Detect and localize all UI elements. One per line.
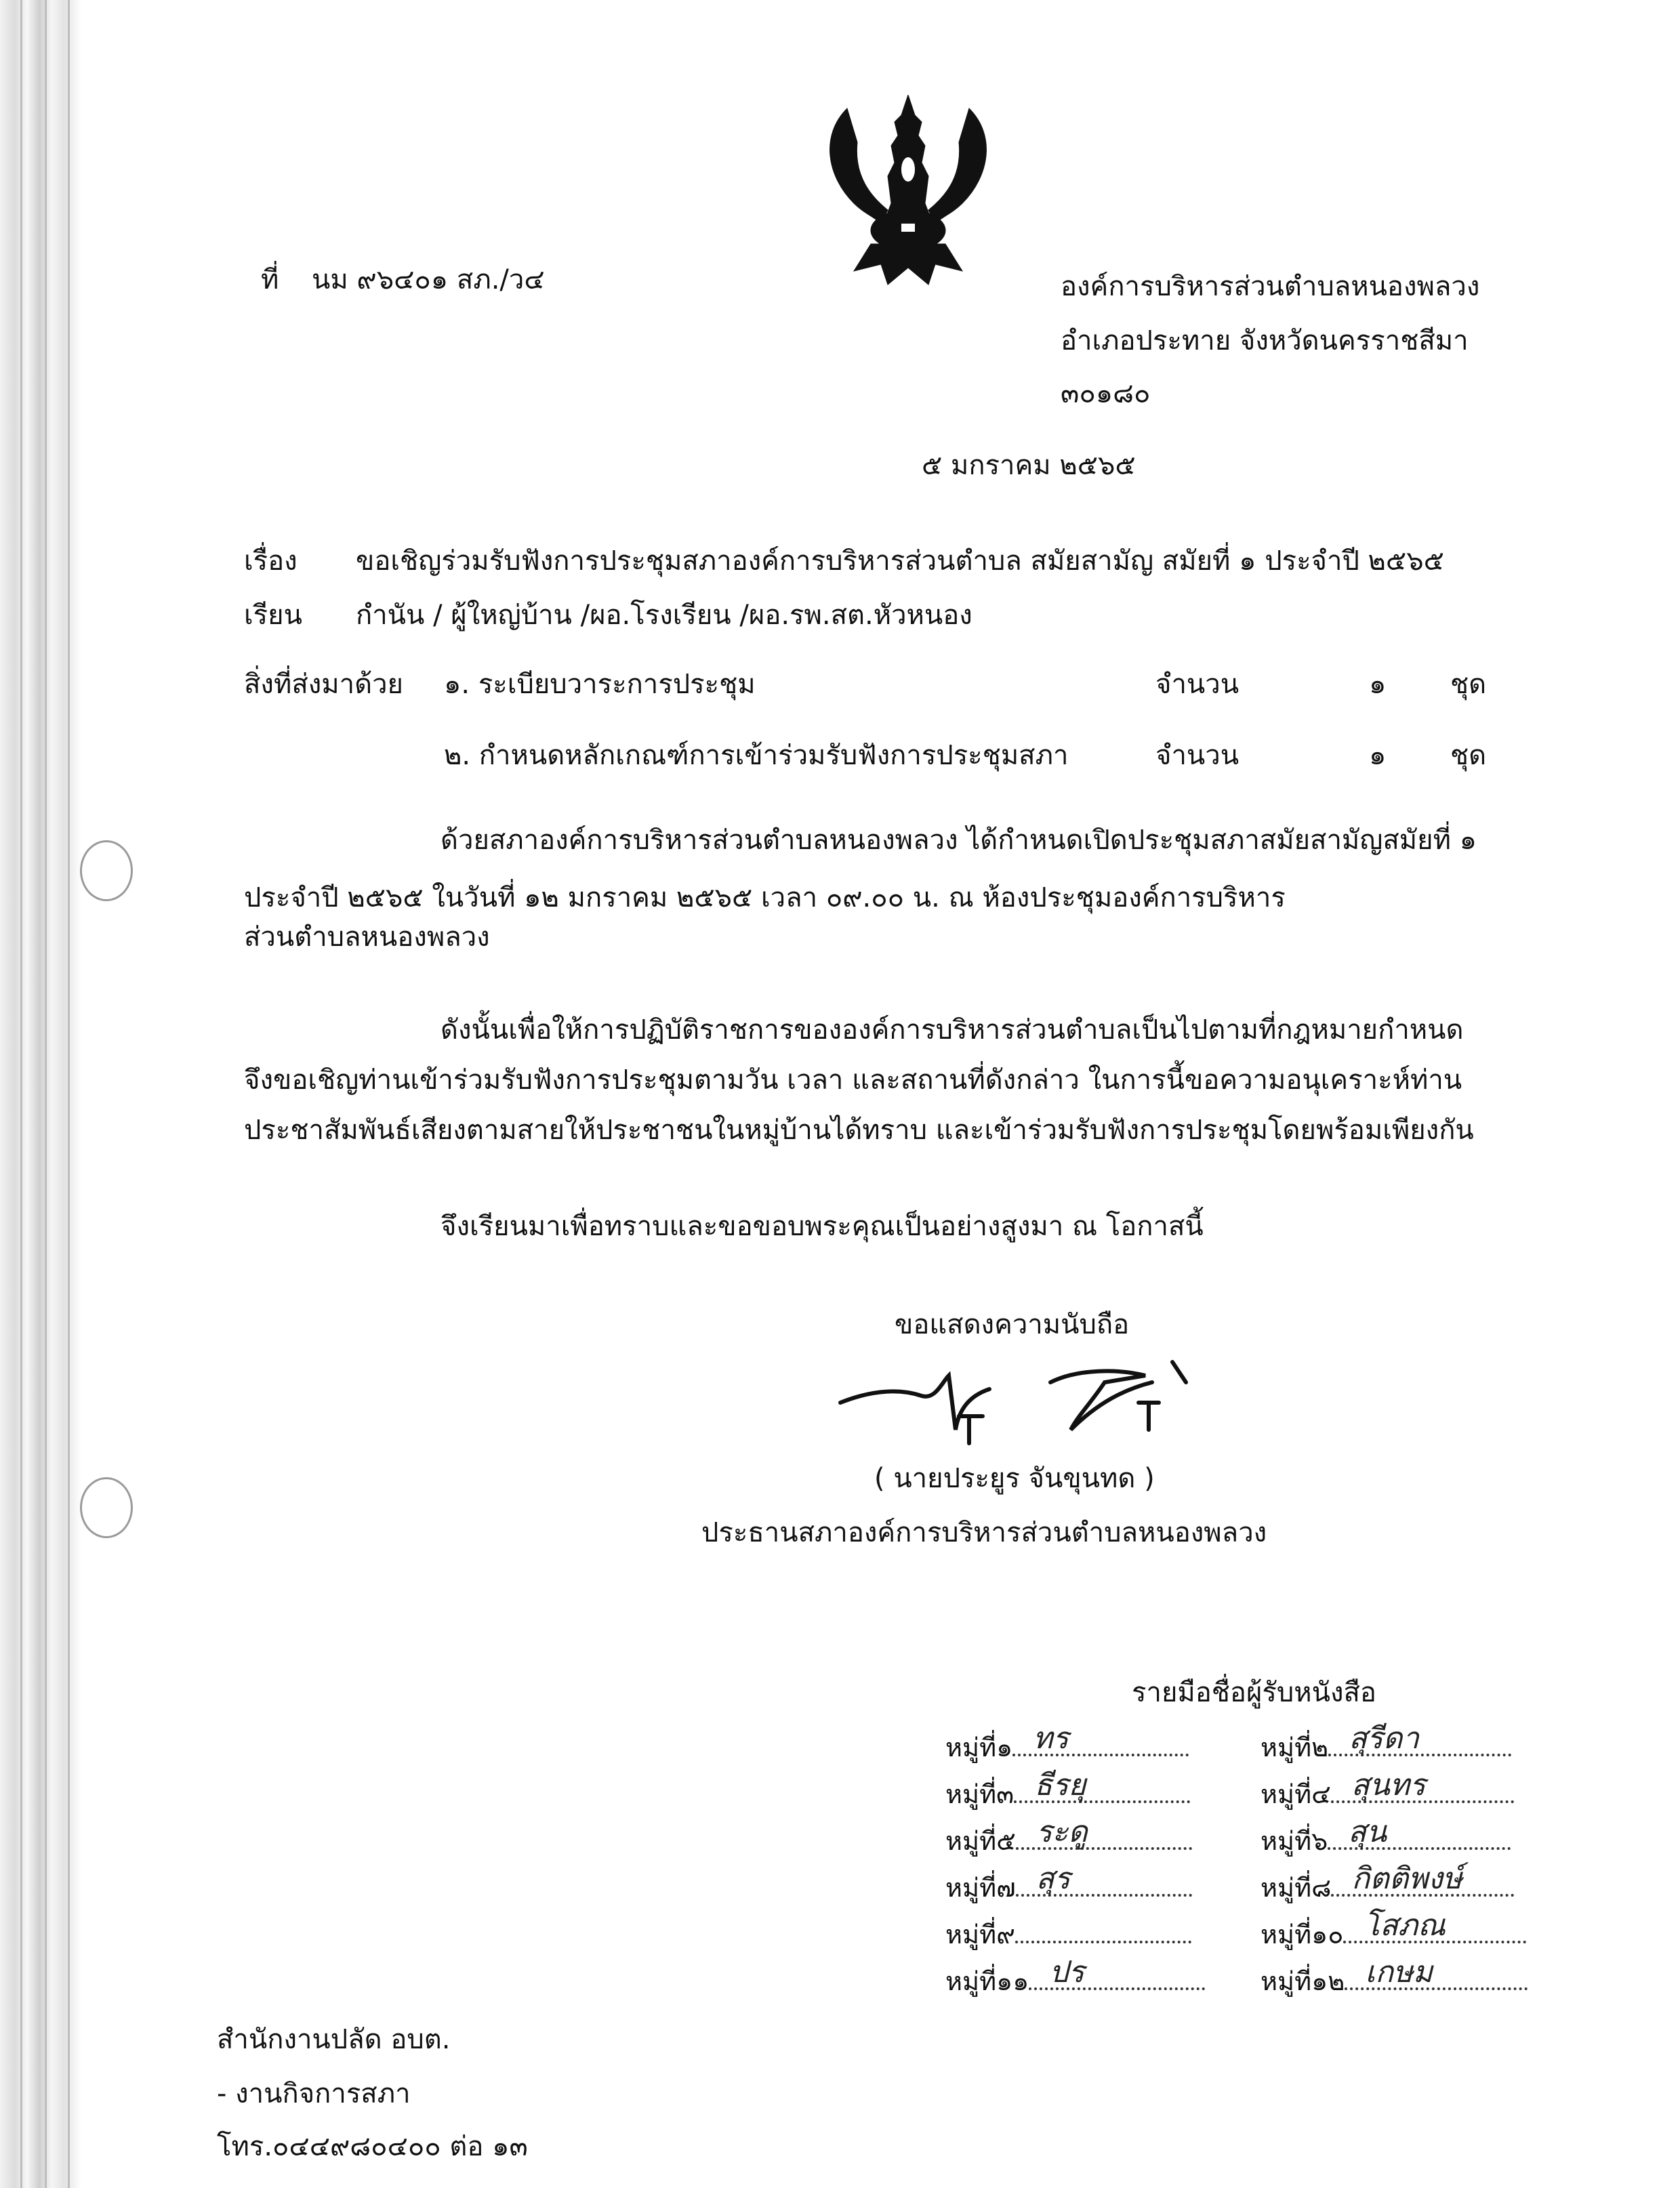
footer-office: สำนักงานปลัด อบต. (217, 2024, 451, 2055)
recipient-row (1261, 1955, 1528, 2002)
recipient-label: หมู่ที่๒ (1261, 1733, 1329, 1762)
recipient-dotted-line (1012, 1721, 1189, 1756)
recipient-signature: สุน (1348, 1815, 1387, 1849)
recipient-signature: โสภณ (1364, 1908, 1446, 1943)
recipient-label: หมู่ที่๑๒ (1261, 1966, 1345, 1996)
recipient-signature: ธีรยุ (1034, 1768, 1086, 1802)
enclosure-item: ๒. กำหนดหลักเกณฑ์การเข้าร่วมรับฟังการประชุมสภา (444, 740, 1069, 771)
enclosure-unit: ชุด (1450, 669, 1487, 700)
recipient-label: หมู่ที่๑๑ (945, 1966, 1029, 1996)
footer-phone: โทร.๐๔๔๙๘๐๔๐๐ ต่อ ๑๓ (217, 2131, 528, 2162)
recipient-signature: ปร (1049, 1955, 1084, 1989)
handwritten-signature-icon (834, 1355, 1227, 1457)
recipient-label: หมู่ที่๙ (945, 1920, 1015, 1949)
paragraph1-line: ด้วยสภาองค์การบริหารส่วนตำบลหนองพลวง ได้กำหนดเปิดประชุมสภาสมัยสามัญสมัยที่ ๑ (441, 825, 1477, 856)
recipient-signature: สุร (1036, 1861, 1071, 1896)
ref-number: นม ๙๖๔๐๑ สภ./ว๔ (312, 264, 545, 295)
recipient-row (945, 1861, 1192, 1908)
subject-label: เรื่อง (244, 545, 298, 577)
binder-line (45, 0, 47, 2188)
punch-hole (80, 1477, 133, 1538)
to-label: เรียน (244, 600, 302, 631)
sender-district: อำเภอประทาย จังหวัดนครราชสีมา (1061, 325, 1469, 356)
paragraph2-line: ดังนั้นเพื่อให้การปฏิบัติราชการขององค์การบริหารส่วนตำบลเป็นไปตามที่กฎหมายกำหนด (441, 1014, 1464, 1046)
enclosure-qty-label: จำนวน (1155, 669, 1239, 700)
recipient-dotted-line (1015, 1922, 1191, 1943)
recipient-label: หมู่ที่๕ (945, 1826, 1016, 1856)
binder-line (20, 0, 22, 2188)
punch-hole (80, 840, 133, 901)
recipient-label: หมู่ที่๓ (945, 1779, 1015, 1809)
enclosure-label: สิ่งที่ส่งมาด้วย (244, 669, 403, 700)
recipient-label: หมู่ที่๑๐ (1261, 1920, 1344, 1949)
binder-line (68, 0, 70, 2188)
paragraph2-line: ประชาสัมพันธ์เสียงตามสายให้ประชาชนในหมู่บ้านได้ทราบ และเข้าร่วมรับฟังการประชุมโดยพร้อมเพียงกัน (244, 1115, 1474, 1146)
recipient-signature: สุรีดา (1349, 1721, 1419, 1756)
recipient-dotted-line (1328, 1815, 1511, 1850)
enclosure-unit: ชุด (1450, 740, 1487, 771)
enclosure-qty-label: จำนวน (1155, 740, 1239, 771)
recipient-label: หมู่ที่๘ (1261, 1873, 1332, 1903)
recipient-dotted-line (1328, 1721, 1511, 1756)
sender-postcode: ๓๐๑๘๐ (1061, 378, 1151, 409)
enclosure-qty: ๑ (1369, 740, 1387, 771)
ref-label: ที่ (261, 264, 279, 295)
enclosure-qty: ๑ (1369, 669, 1387, 700)
recipient-label: หมู่ที่๗ (945, 1873, 1016, 1903)
recipient-dotted-line (1029, 1955, 1205, 1990)
to-text: กำนัน / ผู้ใหญ่บ้าน /ผอ.โรงเรียน /ผอ.รพ.สต.หัวหนอง (356, 600, 972, 631)
paragraph1-line: ประจำปี ๒๕๖๕ ในวันที่ ๑๒ มกราคม ๒๕๖๕ เวลา ๐๙.๐๐ น. ณ ห้องประชุมองค์การบริหาร (244, 882, 1286, 913)
paragraph1-line: ส่วนตำบลหนองพลวง (244, 922, 490, 953)
salutation: ขอแสดงความนับถือ (895, 1309, 1130, 1340)
recipient-label: หมู่ที่๑ (945, 1733, 1013, 1762)
subject-text: ขอเชิญร่วมรับฟังการประชุมสภาองค์การบริหารส่วนตำบล สมัยสามัญ สมัยที่ ๑ ประจำปี ๒๕๖๕ (356, 545, 1444, 577)
recipient-dotted-line (1343, 1908, 1526, 1943)
recipient-row (945, 1955, 1205, 2002)
signer-title: ประธานสภาองค์การบริหารส่วนตำบลหนองพลวง (701, 1517, 1267, 1548)
enclosure-item: ๑. ระเบียบวาระการประชุม (444, 669, 756, 700)
recipient-dotted-line (1016, 1815, 1192, 1850)
footer-section: - งานกิจการสภา (217, 2078, 411, 2109)
recipient-dotted-line (1331, 1861, 1514, 1897)
recipient-label: หมู่ที่๖ (1261, 1826, 1328, 1856)
recipient-row (1261, 1768, 1514, 1815)
recipient-signature: ระดู (1036, 1815, 1088, 1849)
recipient-dotted-line (1345, 1955, 1528, 1990)
recipient-signature: เกษม (1365, 1955, 1433, 1989)
recipient-signature: สุนทร (1351, 1768, 1426, 1802)
recipient-dotted-line (1014, 1768, 1190, 1803)
recipient-label: หมู่ที่๔ (1261, 1779, 1331, 1809)
closing-line: จึงเรียนมาเพื่อทราบและขอขอบพระคุณเป็นอย่างสูงมา ณ โอกาสนี้ (441, 1211, 1204, 1242)
paragraph2-line: จึงขอเชิญท่านเข้าร่วมรับฟังการประชุมตามวัน เวลา และสถานที่ดังกล่าว ในการนี้ขอความอนุเคราะห์ท่าน (244, 1065, 1462, 1096)
signer-name: ( นายประยูร จันขุนทด ) (874, 1463, 1155, 1494)
recipient-dotted-line (1016, 1861, 1192, 1897)
garuda-emblem-icon (806, 95, 1010, 298)
recipients-title: รายมือชื่อผู้รับหนังสือ (1132, 1677, 1376, 1708)
letter-date: ๕ มกราคม ๒๕๖๕ (922, 450, 1136, 481)
recipient-signature: กิตติพงษ์ (1351, 1861, 1462, 1896)
recipient-signature: ทร (1033, 1721, 1069, 1756)
sender-org: องค์การบริหารส่วนตำบลหนองพลวง (1061, 271, 1480, 302)
recipient-dotted-line (1331, 1768, 1514, 1803)
